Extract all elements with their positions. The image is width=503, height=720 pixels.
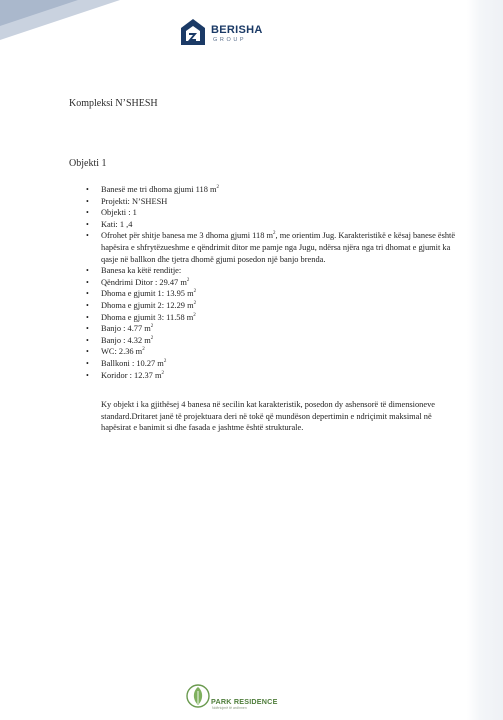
feature-unit-superscript: 2 [142,347,145,353]
feature-unit-superscript: 2 [150,335,154,341]
feature-item [101,370,461,382]
corner-decoration [0,0,120,40]
feature-text: Banjo : 4.77 m [101,324,151,334]
feature-unit-superscript: 2 [163,359,167,365]
feature-text: Dhoma e gjumit 2: 12.29 m [101,300,194,310]
feature-unit-superscript: 2 [216,185,220,191]
feature-unit-superscript: 2 [186,277,190,283]
feature-item [101,335,461,347]
feature-item [101,300,461,312]
park-residence-logo [186,683,286,713]
feature-unit-superscript: 2 [273,231,276,237]
feature-unit-superscript: 2 [193,289,197,295]
feature-item [101,184,461,196]
page-edge-shadow [467,0,503,720]
feature-unit-superscript: 2 [161,370,164,376]
feature-text: Banesë me tri dhoma gjumi 118 m [101,185,217,194]
feature-list [101,184,461,381]
feature-text: Banjo : 4.32 m [101,335,151,345]
feature-text: Kati: 1 ,4 [101,219,133,229]
feature-item [101,358,461,370]
feature-unit-superscript: 2 [193,312,196,318]
feature-text: Banesa ka këtë renditje: [101,266,182,276]
berisha-group-logo [180,18,290,46]
feature-unit-superscript: 2 [150,324,154,330]
footer-tagline: Ndërtojmë të ardhmen [212,706,247,710]
document-title: Kompleksi N’SHESH [69,98,158,109]
feature-item [101,346,461,358]
leaf-icon [186,683,210,709]
feature-text: Dhoma e gjumit 1: 13.95 m [101,289,194,299]
feature-text: Koridor : 12.37 m [101,370,162,380]
summary-paragraph: Ky objekt i ka gjithësej 4 banesa në secilin kat karakteristik, posedon dy ashensorë të dimensioneve standard.Dritaret janë të projektuara deri në tokë që mundëson depertimin e ndriçimit maksimal në hapësirat e banimit si dhe fasada e jashtme është strukturale. [101,400,435,433]
feature-text: Qëndrimi Ditor : 29.47 m [101,277,187,287]
feature-item [101,312,461,324]
feature-item [101,219,461,231]
feature-text: Ofrohet për shitje banesa me 3 dhoma gjumi 118 m [101,231,274,241]
feature-text: Projekti: N’SHESH [101,196,168,206]
logo-brand-name: BERISHA [211,24,263,36]
feature-text: Dhoma e gjumit 3: 11.58 m [101,312,194,322]
feature-text: WC: 2.36 m [101,347,143,357]
feature-item [101,323,461,335]
footer-brand-name: PARK RESIDENCE [211,697,278,706]
berisha-house-icon [180,18,206,46]
feature-item [101,196,461,208]
feature-text: Objekti : 1 [101,208,137,218]
logo-brand-sub: GROUP [213,37,247,43]
section-title: Objekti 1 [69,158,107,169]
feature-description: , me orientim Jug. Karakteristikë e kësaj banese është hapësira e shfrytëzueshme e qëndrimit ditor me pamje nga Jugu, ndërsa njëra nga tri dhomat e gjumit ka qasje në ballkon dhe tjetra dhomë gjumi posedon një banjo brenda. [101,231,456,264]
feature-item [101,207,461,219]
feature-item [101,230,461,265]
feature-item [101,288,461,300]
feature-item [101,277,461,289]
feature-text: Ballkoni : 10.27 m [101,358,164,368]
feature-unit-superscript: 2 [193,301,197,307]
feature-item [101,265,461,277]
